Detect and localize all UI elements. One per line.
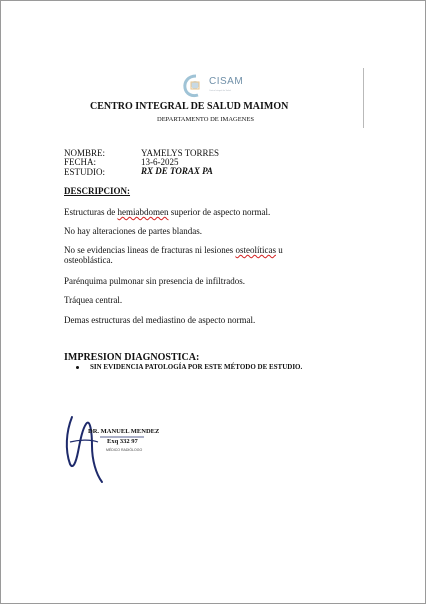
description-title: DESCRIPCION:: [64, 186, 131, 196]
p3-text: No se evidencias lineas de fracturas ni lesiones: [64, 245, 236, 255]
impression-text: SIN EVIDENCIA PATOLOGÍA POR ESTE MÉTODO DE ESTUDIO.: [90, 363, 303, 371]
description-paragraph: [64, 245, 326, 265]
logo-tagline: Centro Integral de Salud: [209, 90, 231, 92]
doctor-name: DR. MANUEL MENDEZ: [88, 428, 160, 435]
cisam-logo: [180, 72, 270, 102]
institution-name: CENTRO INTEGRAL DE SALUD MAIMON: [90, 101, 289, 112]
doctor-role: MÉDICO RADIÓLOGO: [106, 448, 143, 452]
description-paragraph: [64, 207, 364, 217]
description-paragraph: Tráquea central.: [64, 295, 123, 305]
doctor-code: Exq 332 97: [107, 438, 138, 445]
list-item: [76, 363, 302, 371]
doctor-signature-stamp: [62, 412, 172, 487]
margin-guide: [363, 68, 364, 128]
p1-text: Estructuras de: [64, 207, 118, 217]
logo-mark-icon: [180, 72, 208, 100]
p3-text-end: u osteoblástica.: [64, 245, 283, 265]
logo-text: CISAM: [209, 76, 244, 87]
description-paragraph: Demas estructuras del mediastino de aspecto normal.: [64, 315, 256, 325]
date-label: FECHA:: [64, 157, 97, 167]
p1-text-end: superior de aspecto normal.: [168, 207, 271, 217]
department-name: DEPARTAMENTO DE IMAGENES: [157, 116, 254, 123]
impression-list: [76, 363, 302, 371]
name-label: NOMBRE:: [64, 148, 106, 158]
p3-misspelled-word: osteolíticas: [235, 245, 276, 255]
bullet-icon: [76, 366, 79, 369]
p1-misspelled-word: hemiabdomen: [117, 207, 169, 217]
name-value: YAMELYS TORRES: [141, 148, 220, 158]
impression-title: IMPRESION DIAGNOSTICA:: [64, 352, 200, 363]
description-paragraph: Parénquima pulmonar sin presencia de infiltrados.: [64, 276, 245, 286]
study-label: ESTUDIO:: [64, 167, 105, 177]
description-paragraph: No hay alteraciones de partes blandas.: [64, 226, 202, 236]
date-value: 13-6-2025: [141, 157, 179, 167]
study-value: RX DE TORAX PA: [141, 166, 213, 176]
